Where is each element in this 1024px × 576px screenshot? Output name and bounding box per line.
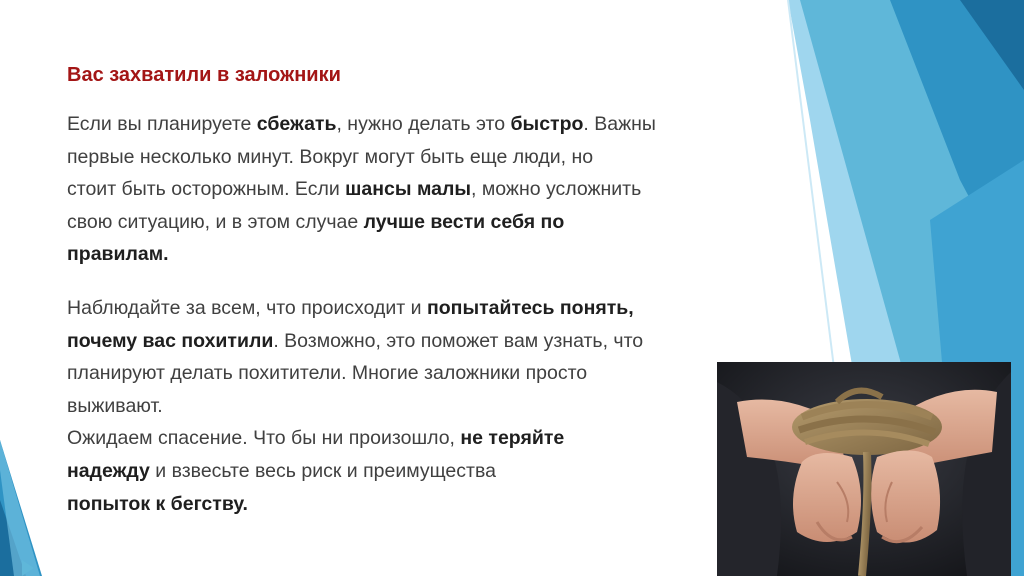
paragraph-line: планируют делать похитители. Многие заложники просто: [67, 362, 588, 385]
paragraph-line: Если вы планируете сбежать, нужно делать это быстро. Важны: [67, 113, 656, 135]
paragraph-line: свою ситуацию, и в этом случае лучше вести себя по: [67, 210, 565, 233]
paragraph-line: выживают.: [67, 394, 163, 417]
bound-hands-photo: [717, 362, 1011, 576]
paragraph-line: надежду и взвесьте весь риск и преимущества: [67, 459, 496, 482]
paragraph-line: стоит быть осторожным. Если шансы малы, можно усложнить: [67, 178, 642, 201]
paragraph-line: первые несколько минут. Вокруг могут быть еще люди, но: [67, 145, 594, 168]
paragraph-line: правилам.: [67, 243, 169, 266]
paragraph-escape: [67, 108, 787, 271]
paragraph-line: Ожидаем спасение. Что бы ни произошло, не теряйте: [67, 427, 565, 450]
paragraph-line: попыток к бегству.: [67, 492, 248, 515]
slide-title: Вас захватили в заложники: [67, 64, 341, 86]
bound-hands-icon: [717, 362, 1011, 576]
paragraph-line: почему вас похитили. Возможно, это поможет вам узнать, что: [67, 329, 644, 352]
paragraph-line: Наблюдайте за всем, что происходит и попытайтесь понять,: [67, 297, 634, 319]
paragraph-observe: [67, 292, 787, 520]
